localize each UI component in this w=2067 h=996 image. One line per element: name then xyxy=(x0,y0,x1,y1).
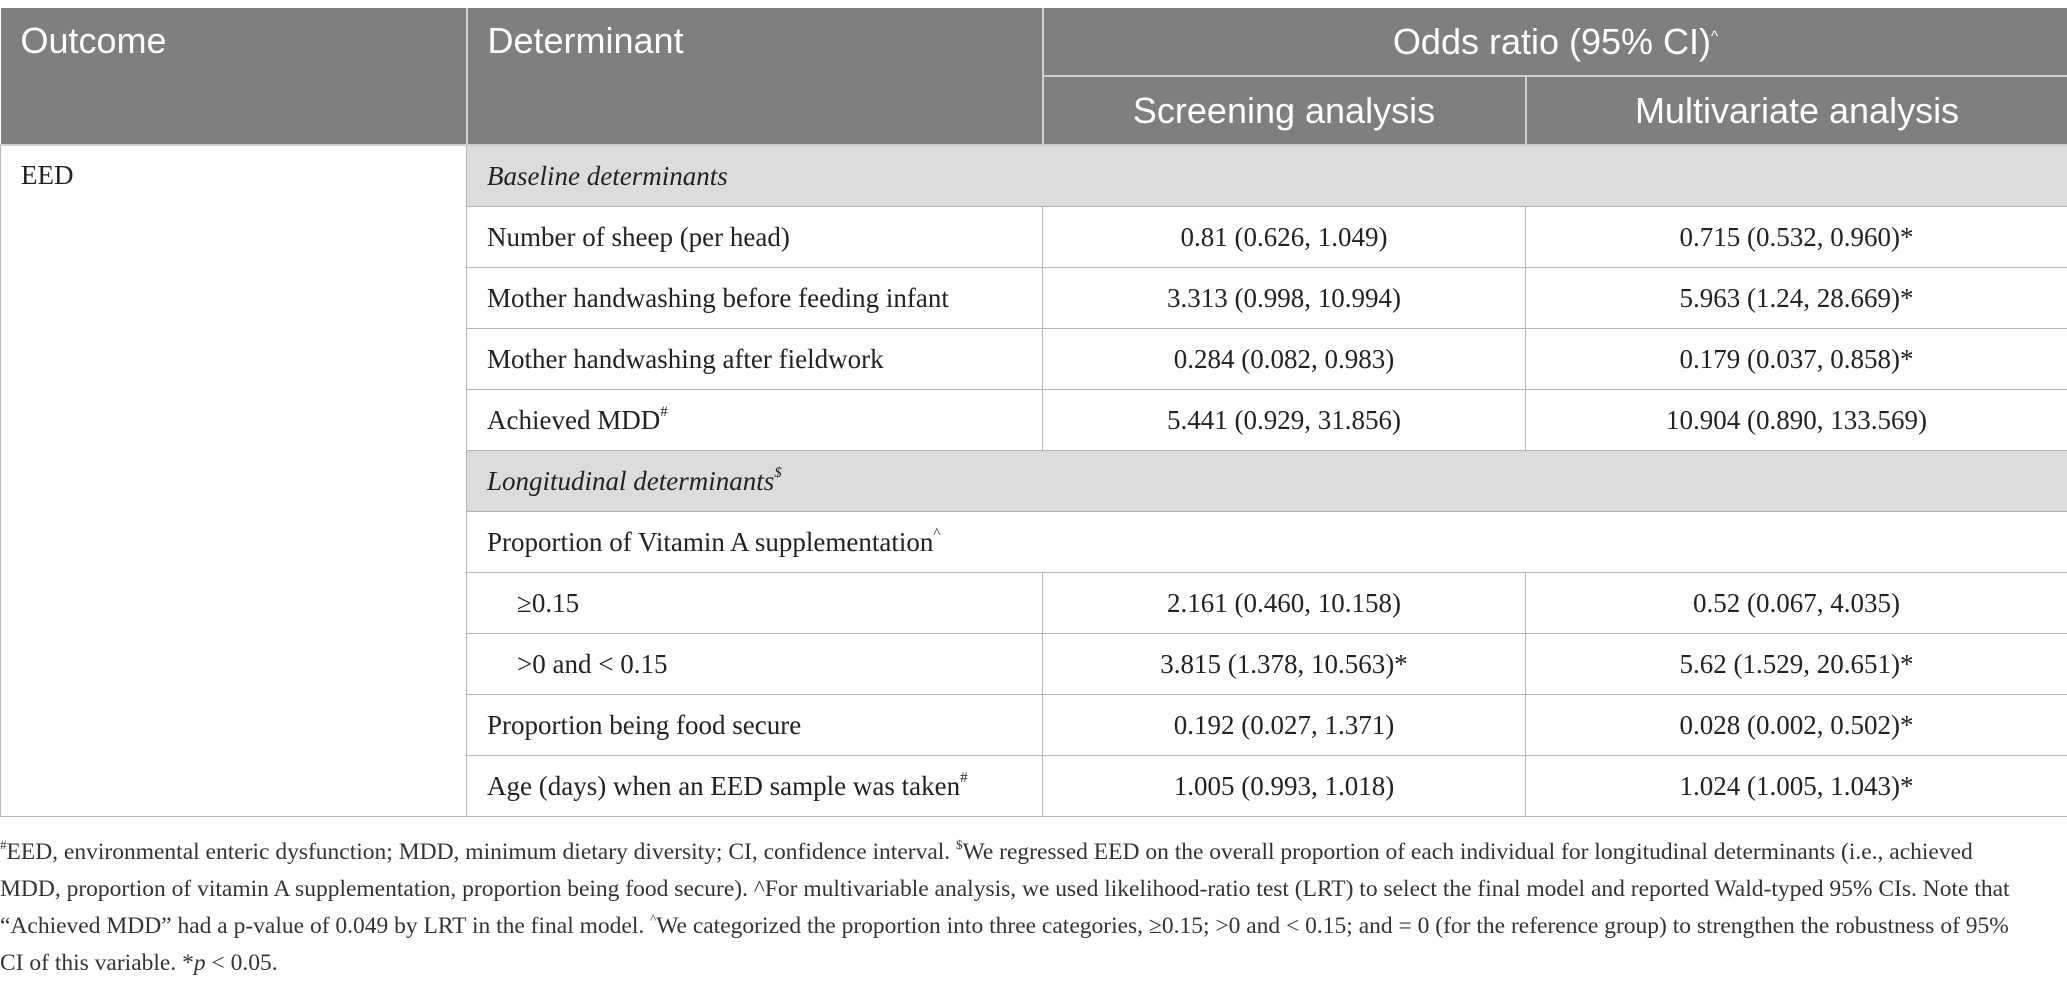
header-odds-ratio-label: Odds ratio (95% CI) xyxy=(1392,20,1712,62)
determinant-text: >0 and < 0.15 xyxy=(517,648,668,679)
screening-value: 3.313 (0.998, 10.994) xyxy=(1043,268,1526,329)
header-screening: Screening analysis xyxy=(1043,76,1526,145)
header-odds-ratio-mark: ^ xyxy=(1711,27,1719,45)
screening-value: 2.161 (0.460, 10.158) xyxy=(1043,573,1526,634)
determinant-text: Achieved MDD xyxy=(487,404,661,435)
determinant-text: ≥0.15 xyxy=(517,587,580,618)
multivariate-value: 5.62 (1.529, 20.651)* xyxy=(1526,634,2067,695)
section-longitudinal-label: Longitudinal determinants xyxy=(487,465,775,496)
header-determinant: Determinant xyxy=(467,8,1043,145)
screening-value: 0.81 (0.626, 1.049) xyxy=(1043,207,1526,268)
determinant-label xyxy=(467,268,1043,329)
screening-value: 0.284 (0.082, 0.983) xyxy=(1043,329,1526,390)
multivariate-value: 0.715 (0.532, 0.960)* xyxy=(1526,207,2067,268)
multivariate-value: 0.52 (0.067, 4.035) xyxy=(1526,573,2067,634)
footnote-mark-hash: # xyxy=(0,837,7,852)
section-longitudinal-mark: $ xyxy=(774,464,782,481)
footnote-categories: We categorized the proportion into three categories, ≥0.15; >0 and < 0.15; and = 0 (for the reference group) to strengthen the robustness of 95% CI of this variable. * xyxy=(0,913,2009,976)
header-outcome: Outcome xyxy=(1,8,467,145)
header-odds-ratio xyxy=(1043,8,2067,76)
determinant-label xyxy=(467,207,1043,268)
screening-value: 1.005 (0.993, 1.018) xyxy=(1043,756,1526,817)
multivariate-value: 1.024 (1.005, 1.043)* xyxy=(1526,756,2067,817)
screening-value: 3.815 (1.378, 10.563)* xyxy=(1043,634,1526,695)
section-baseline: Baseline determinants xyxy=(467,145,2067,207)
footnote-mark: ^ xyxy=(933,525,941,542)
section-longitudinal xyxy=(467,451,2067,512)
determinant-label xyxy=(467,695,1043,756)
determinant-label xyxy=(467,756,1043,817)
footnote-mark-dollar: $ xyxy=(956,837,963,852)
footnote-mark: # xyxy=(960,769,968,786)
determinant-text: Proportion of Vitamin A supplementation xyxy=(487,526,934,557)
determinant-label xyxy=(467,512,2067,573)
footnote-mark: # xyxy=(660,403,668,420)
determinant-text: Proportion being food secure xyxy=(487,709,802,740)
determinant-label xyxy=(467,573,1043,634)
odds-ratio-table xyxy=(0,8,2067,817)
footnote-significance: < 0.05. xyxy=(205,950,278,976)
determinant-text: Mother handwashing before feeding infant xyxy=(487,282,949,313)
determinant-label xyxy=(467,390,1043,451)
determinant-label xyxy=(467,634,1043,695)
determinant-text: Age (days) when an EED sample was taken xyxy=(487,770,961,801)
multivariate-value: 0.028 (0.002, 0.502)* xyxy=(1526,695,2067,756)
footnote-mark-caret: ^ xyxy=(650,911,657,926)
multivariate-value: 0.179 (0.037, 0.858)* xyxy=(1526,329,2067,390)
header-multivariate: Multivariate analysis xyxy=(1526,76,2067,145)
screening-value: 5.441 (0.929, 31.856) xyxy=(1043,390,1526,451)
determinant-text: Number of sheep (per head) xyxy=(487,221,790,252)
table-footnote xyxy=(0,834,2030,982)
footnote-p-symbol: p xyxy=(193,950,206,976)
multivariate-value: 5.963 (1.24, 28.669)* xyxy=(1526,268,2067,329)
multivariate-value: 10.904 (0.890, 133.569) xyxy=(1526,390,2067,451)
determinant-label xyxy=(467,329,1043,390)
footnote-methods: We regressed EED on the overall proportion of each individual for longitudinal determinants (i.e., achieved MDD, proportion of vitamin A supplementation, proportion being food secure). ^For multivariable analysis, we used likelihood-ratio test (LRT) to select the final model and reported Wald-typed 95% CIs. Note that “Achieved MDD” had a p-value of 0.049 by LRT in the final model. xyxy=(0,839,2010,939)
outcome-cell: EED xyxy=(1,145,467,817)
screening-value: 0.192 (0.027, 1.371) xyxy=(1043,695,1526,756)
determinant-text: Mother handwashing after fieldwork xyxy=(487,343,884,374)
footnote-abbreviations: EED, environmental enteric dysfunction; MDD, minimum dietary diversity; CI, confidence interval. xyxy=(6,839,957,865)
